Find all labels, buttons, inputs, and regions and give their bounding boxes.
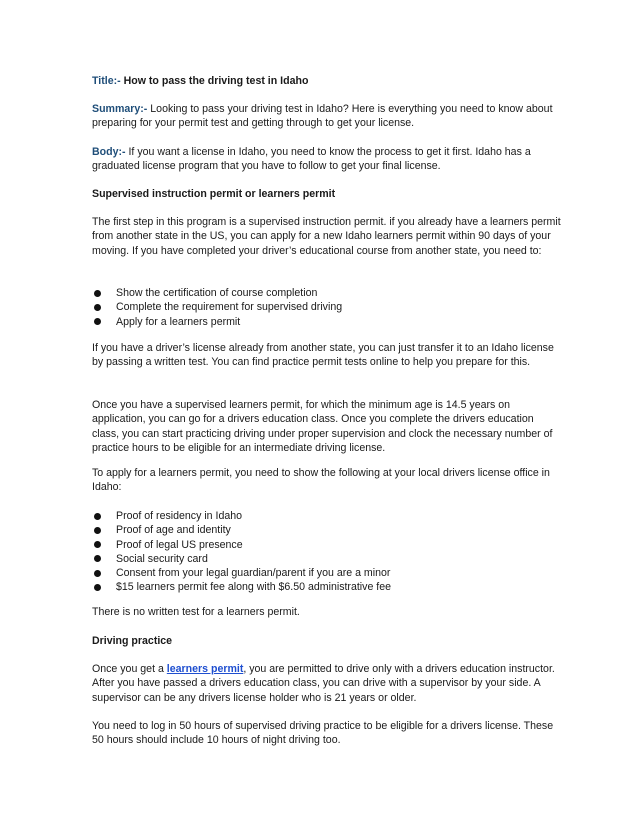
bullet-icon xyxy=(94,304,101,311)
paragraph-supervised-permit: Once you have a supervised learners permit, for which the minimum age is 14.5 years on application, you can go for a drivers education class. Once you complete the drivers education class, you can start practicing driving under proper supervision and clock the necessary number of practice hours to be eligible for an intermediate driving license. xyxy=(92,399,553,454)
list-item xyxy=(92,580,562,594)
list-item xyxy=(92,286,562,300)
list-item-text: $15 learners permit fee along with $6.50 administrative fee xyxy=(116,581,392,594)
list-item xyxy=(92,552,562,566)
body-intro-paragraph xyxy=(92,145,562,174)
title-label: Title:- xyxy=(92,75,121,87)
bullet-icon xyxy=(94,513,101,520)
paragraph-transfer-license: If you have a driver’s license already from another state, you can just transfer it to an Idaho license by passing a written test. You can find practice permit tests online to help you prepare for this. xyxy=(92,342,554,369)
title-line xyxy=(92,74,562,88)
list-item-text: Complete the requirement for supervised driving xyxy=(116,301,343,314)
paragraph-first-step: The first step in this program is a supervised instruction permit. if you already have a learners permit from another state in the US, you can apply for a new Idaho learners permit within 90 days of your moving. If you have completed your driver’s educational course from another state, you need to: xyxy=(92,216,561,257)
list-item-text: Show the certification of course completion xyxy=(116,287,318,299)
bullet-icon xyxy=(94,318,101,325)
paragraph-text: , you are permitted to drive only with a drivers education instructor. After you have passed a drivers education class, you can drive with a supervisor by your side. A supervisor can be any drivers license holder who is 21 years or older. xyxy=(92,663,555,704)
bullet-list-documents xyxy=(92,509,562,595)
body-intro-text: If you want a license in Idaho, you need to know the process to get it first. Idaho has a graduated license program that you have to follow to get your final license. xyxy=(92,146,531,173)
list-item xyxy=(92,509,562,523)
summary-paragraph xyxy=(92,102,562,131)
list-item xyxy=(92,315,562,329)
paragraph-apply-requirements: To apply for a learners permit, you need to show the following at your local drivers license office in Idaho: xyxy=(92,467,550,494)
title-text: How to pass the driving test in Idaho xyxy=(120,75,309,87)
summary-text: Looking to pass your driving test in Idaho? Here is everything you need to know about preparing for your permit test and getting through to get your license. xyxy=(92,103,553,130)
list-item xyxy=(92,566,562,580)
bullet-icon xyxy=(94,290,101,297)
bullet-icon xyxy=(94,584,101,591)
list-item xyxy=(92,538,562,552)
list-item-text: Proof of legal US presence xyxy=(116,538,243,551)
paragraph-no-written-test: There is no written test for a learners permit. xyxy=(92,606,300,618)
list-item-text: Social security card xyxy=(116,552,208,565)
bullet-list-out-of-state xyxy=(92,286,562,329)
bullet-icon xyxy=(94,570,101,577)
learners-permit-link[interactable]: learners permit xyxy=(166,663,244,675)
bullet-icon xyxy=(94,555,101,562)
list-item-text: Proof of residency in Idaho xyxy=(116,510,243,522)
paragraph-text: Once you get a xyxy=(92,663,167,675)
list-item xyxy=(92,523,562,537)
section-heading-supervised-permit: Supervised instruction permit or learners permit xyxy=(92,188,336,200)
list-item-text: Proof of age and identity xyxy=(116,524,231,537)
list-item-text: Apply for a learners permit xyxy=(116,315,241,328)
paragraph-driving-practice xyxy=(92,662,562,705)
list-item xyxy=(92,300,562,314)
bullet-icon xyxy=(94,527,101,534)
bullet-icon xyxy=(94,541,101,548)
body-label: Body:- xyxy=(92,146,126,158)
summary-label: Summary:- xyxy=(92,103,148,115)
paragraph-practice-hours: You need to log in 50 hours of supervised driving practice to be eligible for a drivers license. These 50 hours should include 10 hours of night driving too. xyxy=(92,720,554,747)
section-heading-driving-practice: Driving practice xyxy=(92,635,173,647)
list-item-text: Consent from your legal guardian/parent if you are a minor xyxy=(116,567,391,580)
